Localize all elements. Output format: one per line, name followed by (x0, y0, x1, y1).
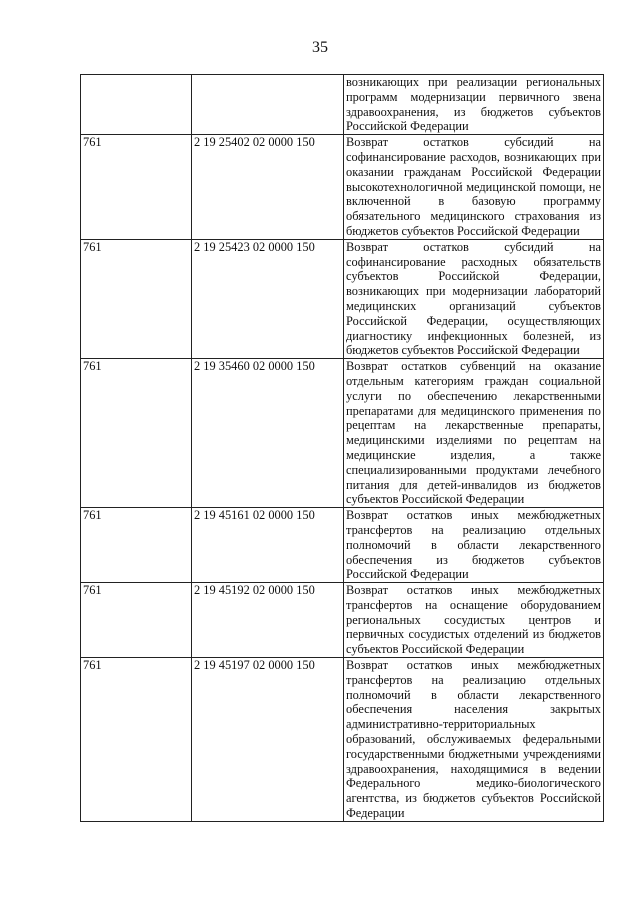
budget-code-cell: 2 19 45192 02 0000 150 (192, 583, 344, 658)
table-row (81, 75, 604, 135)
revenue-name-cell: Возврат остатков субвенций на оказание отдельным категориям граждан социальной услуги по обеспечению лекарственными препаратами для медицинского применения по рецептам на лекарственные препараты, медицинскими изделиями по рецептам на медицинские изделия, а также специализированными продуктами лечебного питания для детей-инвалидов из бюджетов субъектов Российской Федерации (344, 359, 604, 508)
revenue-name-cell: Возврат остатков иных межбюджетных трансфертов на оснащение оборудованием региональных сосудистых центров и первичных сосудистых отделений из бюджетов субъектов Российской Федерации (344, 583, 604, 658)
table-row (81, 239, 604, 358)
revenue-name-cell: Возврат остатков иных межбюджетных трансфертов на реализацию отдельных полномочий в области лекарственного обеспечения населения закрытых административно-территориальных образований, обслуживаемых федеральными государственными бюджетными учреждениями здравоохранения, находящимися в ведении Федерального медико-биологического агентства, из бюджетов субъектов Российской Федерации (344, 658, 604, 822)
budget-codes-table (80, 74, 604, 822)
admin-code-cell: 761 (81, 508, 192, 583)
revenue-name-cell: Возврат остатков субсидий на софинансирование расходов, возникающих при оказании гражданам Российской Федерации высокотехнологичной медицинской помощи, не включенной в базовую программу обязательного медицинского страхования из бюджетов субъектов Российской Федерации (344, 135, 604, 240)
revenue-name-cell: Возврат остатков субсидий на софинансирование расходных обязательств субъектов Российской Федерации, возникающих при модернизации лабораторий медицинских организаций субъектов Российской Федерации, осуществляющих диагностику инфекционных болезней, из бюджетов субъектов Российской Федерации (344, 239, 604, 358)
budget-code-cell (192, 75, 344, 135)
table-row (81, 359, 604, 508)
table-row (81, 583, 604, 658)
table-row (81, 658, 604, 822)
budget-code-cell: 2 19 25402 02 0000 150 (192, 135, 344, 240)
table-row (81, 135, 604, 240)
budget-code-cell: 2 19 25423 02 0000 150 (192, 239, 344, 358)
page-number: 35 (312, 39, 328, 56)
revenue-name-cell: возникающих при реализации региональных программ модернизации первичного звена здравоохранения, из бюджетов субъектов Российской Федерации (344, 75, 604, 135)
admin-code-cell: 761 (81, 239, 192, 358)
revenue-name-cell: Возврат остатков иных межбюджетных трансфертов на реализацию отдельных полномочий в области лекарственного обеспечения из бюджетов субъектов Российской Федерации (344, 508, 604, 583)
admin-code-cell: 761 (81, 135, 192, 240)
admin-code-cell: 761 (81, 359, 192, 508)
budget-code-cell: 2 19 45161 02 0000 150 (192, 508, 344, 583)
admin-code-cell: 761 (81, 583, 192, 658)
admin-code-cell (81, 75, 192, 135)
budget-code-cell: 2 19 45197 02 0000 150 (192, 658, 344, 822)
table-row (81, 508, 604, 583)
admin-code-cell: 761 (81, 658, 192, 822)
budget-code-cell: 2 19 35460 02 0000 150 (192, 359, 344, 508)
